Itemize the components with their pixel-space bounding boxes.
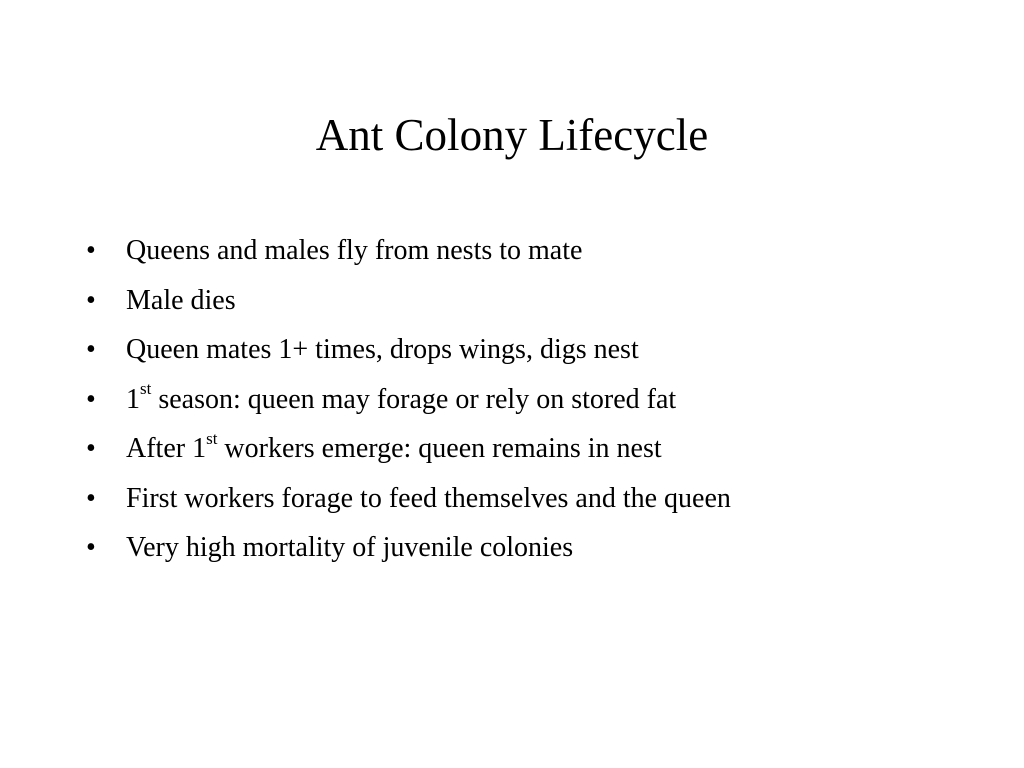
bullet-text-post: workers emerge: queen remains in nest — [217, 433, 662, 464]
bullet-text: First workers forage to feed themselves and the queen — [126, 482, 731, 514]
bullet-item — [86, 523, 731, 573]
bullet-item — [86, 474, 731, 524]
bullet-text: Queens and males fly from nests to mate — [126, 235, 583, 266]
bullet-item — [86, 325, 731, 375]
bullet-text-pre: After 1 — [126, 433, 207, 464]
bullet-text: Very high mortality of juvenile colonies — [126, 532, 574, 563]
bullet-text: Male dies — [126, 284, 236, 316]
bullet-text-post: season: queen may forage or rely on stored fat — [151, 383, 677, 415]
bullet-list — [86, 226, 731, 573]
bullet-item — [86, 375, 731, 425]
bullet-item — [86, 226, 731, 276]
bullet-icon: • — [86, 433, 96, 464]
bullet-icon: • — [86, 383, 96, 415]
bullet-superscript: st — [140, 379, 152, 399]
bullet-icon: • — [86, 235, 96, 266]
bullet-item — [86, 276, 731, 326]
bullet-icon: • — [86, 532, 96, 563]
bullet-text: Queen mates 1+ times, drops wings, digs nest — [126, 334, 639, 365]
bullet-item — [86, 424, 731, 474]
bullet-icon: • — [86, 284, 96, 316]
slide-title: Ant Colony Lifecycle — [315, 110, 709, 160]
bullet-icon: • — [86, 482, 96, 514]
bullet-superscript: st — [206, 428, 218, 448]
bullet-icon: • — [86, 334, 96, 365]
bullet-text-pre: 1 — [126, 383, 140, 415]
